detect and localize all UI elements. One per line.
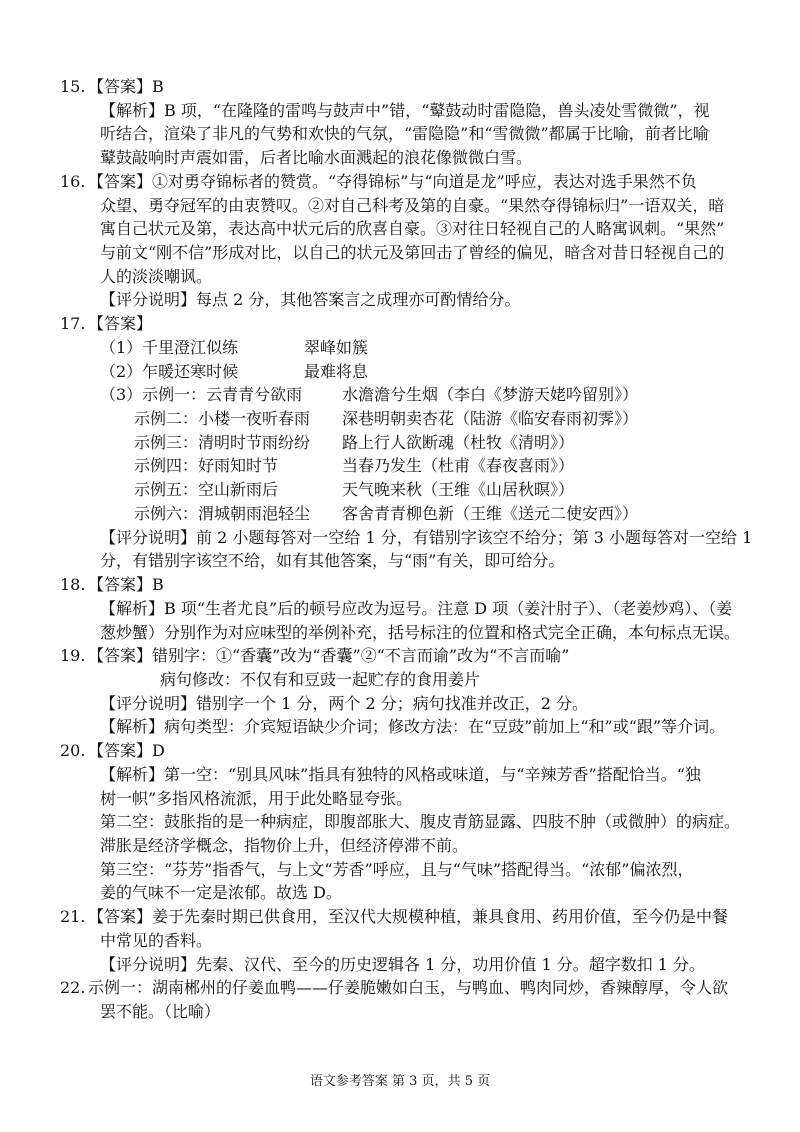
question-number: 21. — [60, 907, 86, 926]
answer-text: 【答案】B — [88, 575, 164, 594]
question-number: 19. — [60, 646, 86, 665]
question-number: 16. — [60, 172, 86, 191]
answer-text: 【答案】①对勇夺锦标者的赞赏。“夺得锦标”与“向道是龙”呼应，表达对选手果然不负 — [88, 172, 697, 191]
answer-text: 【答案】姜于先秦时期已供食用，至汉代大规模种植，兼具食用、药用价值，至今仍是中餐 — [88, 907, 729, 926]
question-number: 17. — [60, 314, 86, 333]
answer-text: 【答案】 — [88, 314, 153, 333]
question-number: 15. — [60, 77, 86, 96]
answer-text: 【答案】错别字：①“香囊”改为“香囊”②“不言而谕”改为“不言而喻” — [88, 646, 570, 665]
answer-text: 【答案】D — [88, 741, 165, 760]
answer-text: 【答案】B — [88, 77, 164, 96]
question-number: 22. — [60, 978, 86, 997]
page-footer: 语文参考答案 第 3 页，共 5 页 — [309, 1074, 491, 1089]
answer-key-page: 15. 【答案】B 【解析】B 项，“在隆隆的雷鸣与鼓声中”错，“鼙鼓动时雷隐隐，兽头凌处雪微微”，视 听结合，渲染了非凡的气势和欢快的气氛，“雷隐隐”和“雪微微”都属于比喻，前者比喻 鼙鼓敲响时声震如雷，后者比喻水面溅起的浪花像微微白雪。 16. 【答案】①对勇夺锦标者的赞赏。“夺得锦标”与“向道是龙”呼应，表达对选手果然不负 众望、勇夺冠军的由衷赞叹。②对自己科考及第的自豪。“果然夺得锦标归”一语双关，暗 寓自己状元及第，表达高中状元后的欣喜自豪。③对往日轻视自己的人略寓讽刺。“果然” 与前文“刚不信”形成对比，以自己的状元及第回击了曾经的偏见，暗含对昔日轻视自己的 人的淡淡嘲讽。 【评分说明】每点 2 分，其他答案言之成理亦可酌情给分。 17. 【答案】 （1）千里澄江似练 翠峰如簇 （2）乍暖还寒时候 最难将息 （3）示例一：云青青兮欲雨 水澹澹兮生烟（李白《梦游天姥吟留别》） 示例二：小楼一夜听春雨 深巷明朝卖杏花（陆游《临安春雨初霁》） 示例三：清明时节雨纷纷 路上行人欲断魂（杜牧《清明》） 示例四：好雨知时节 当春乃发生（杜甫《春夜喜雨》） 示例五：空山新雨后 天气晚来秋（王维《山居秋暝》） 示例六：渭城朝雨浥轻尘 客舍青青柳色新（王维《送元二使安西》） 【评分说明】前 2 小题每答对一空给 1 分，有错别字该空不给分；第 3 小题每答对一空给 1 分，有错别字该空不给，如有其他答案，与“雨”有关，即可给分。 18. 【答案】B 【解析】B 项“生者尤良”后的顿号应改为逗号。注意 D 项（姜汁肘子）、（老姜炒鸡）、（姜 葱炒蟹）分别作为对应味型的举例补充，括号标注的位置和格式完全正确，本句标点无误。 19. 【答案】错别字：①“香囊”改为“香囊”②“不言而谕”改为“不言而喻” 病句修改：不仅有和豆豉一起贮存的食用姜片 【评分说明】错别字一个 1 分，两个 2 分；病句找准并改正，2 分。 【解析】病句类型：介宾短语缺少介词；修改方法：在“豆豉”前加上“和”或“跟”等介词。 20. 【答案】D 【解析】第一空：“别具风味”指具有独特的风格或味道，与“辛辣芳香”搭配恰当。“独 树一帜”多指风格流派，用于此处略显夸张。 第二空：鼓胀指的是一种病症，即腹部胀大、腹皮青筋显露、四肢不肿（或微肿）的病症。 滞胀是经济学概念，指物价上升，但经济停滞不前。 第三空：“芬芳”指香气，与上文“芳香”呼应，且与“气味”搭配得当。“浓郁”偏浓烈， 姜的气味不一定是浓郁。故选 D。 21. 【答案】姜于先秦时期已供食用，至汉代大规模种植，兼具食用、药用价值，至今仍是中餐 中常见的香料。 【评分说明】先秦、汉代、至今的历史逻辑各 1 分，功用价值 1 分。超字数扣 1 分。 语文参考答案 第 3 页，共 5 页 22. 示例一：湖南郴州的仔姜血鸭——仔姜脆嫩如白玉，与鸭血、鸭肉同炒，香辣醇厚，令人欲 罢不能。（比喻） — [0, 0, 800, 1132]
answer-text: 示例一：湖南郴州的仔姜血鸭——仔姜脆嫩如白玉，与鸭血、鸭肉同炒，香辣醇厚，令人欲 — [88, 978, 729, 997]
question-number: 20. — [60, 741, 86, 760]
question-number: 18. — [60, 575, 86, 594]
